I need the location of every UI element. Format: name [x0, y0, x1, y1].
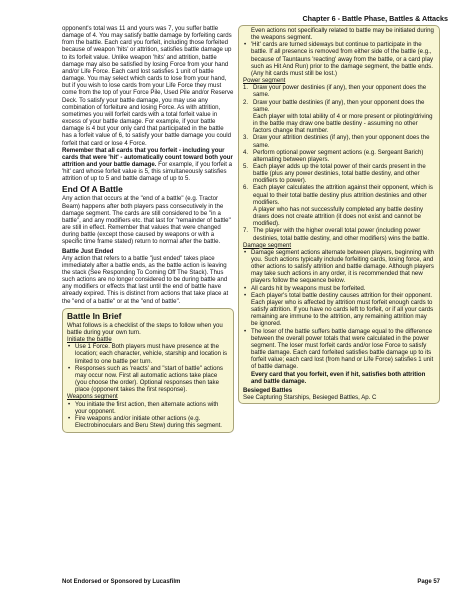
list-item: • You initiate the first action, then alternate actions with your opponent. — [67, 401, 229, 415]
chapter-header: Chapter 6 - Battle Phase, Battles & Attacks — [302, 14, 448, 23]
besieged-battles-heading: Besieged Battles — [243, 386, 293, 394]
end-of-battle-heading: End Of A Battle — [62, 184, 123, 195]
list-item: 5. Each player adds up the total power of their cards present in the battle (plus any power destinies, total battle destiny, and other modifiers to power). — [243, 162, 426, 185]
battle-just-ended-heading: Battle Just Ended — [62, 247, 114, 255]
power-segment-subheading: Power segment — [243, 77, 286, 85]
list-item: • The loser of the battle suffers battle damage equal to the difference between the overall power totals that were calculated in the power segment. The loser must forfeit cards and/or lose Force to satisfy battle damage. Each card forfeited satisfies battle damage up to its forfeit value; each card lost (from hand or Life Force) satisfies 1 unit of battle damage. — [243, 328, 435, 371]
forfeit-rule-bold: Remember that all cards that you forfeit - including your cards that were 'hit' - automatically count toward both your attrition and your battle damage. — [62, 146, 233, 168]
page-number: Page 57 — [417, 579, 440, 585]
battle-in-brief-heading: Battle In Brief — [67, 310, 122, 321]
list-item-note: A player who has not successfully completed any battle destiny draws does not create attrition (it does not exist and cannot be modified). — [253, 205, 424, 228]
list-item: • Damage segment actions alternate between players, beginning with you. Such actions typically include forfeiting cards, losing force, and other actions to satisfy attrition and battle damage. Although players may take such actions in any order, it is recommended that new players follow the sequence below. — [243, 249, 435, 285]
list-item: • All cards hit by weapons must be forfeited. — [243, 285, 435, 292]
end-of-battle-paragraph: Any action that occurs at the "end of a battle" (e.g. Tractor Beam) happens after both players pass consecutively in the damage segment. The cards are still considered to be "in a battle", and any modifiers etc. that last for "remainder of battle" are still in effect. Remember that values that were changed during battle (except those caused by weapons or with a specific time frame stated) return to normal after the battle. — [62, 195, 231, 246]
right-column — [238, 25, 440, 404]
list-item: • Use 1 Force. Both players must have presence at the location; each character, vehicle, starship and location is limited to one battle per turn. — [67, 343, 229, 364]
besieged-battles-text: See Capturing Starships, Besieged Battles, Ap. C — [243, 393, 377, 401]
weapons-segment-subheading: Weapons segment — [67, 393, 118, 401]
initiate-battle-subheading: Initiate the battle — [67, 336, 112, 344]
list-item: • Each player's total battle destiny causes attrition for their opponent. Each player who is affected by attrition must forfeit enough cards to satisfy attrition. If you have no cards left to forfeit, or if all your cards remaining are immune to the attrition, any remaining attrition may be ignored. — [243, 292, 435, 328]
list-item: 1. Draw your power destinies (if any), then your opponent does the same. — [243, 84, 427, 99]
forfeit-rule-paragraph — [62, 147, 234, 183]
battle-in-brief-box — [62, 308, 234, 433]
damage-segment-subheading: Damage segment — [243, 241, 292, 249]
list-item: 6. Each player calculates the attrition against their opponent, which is equal to their total battle destiny plus attrition destinies and other modifiers. — [243, 184, 433, 206]
left-column — [62, 25, 234, 433]
continued-text: Even actions not specifically related to battle may be initiated during the weapons segment. — [251, 27, 434, 42]
list-item: • Responses such as 'reacts' and "start of battle" actions may occur now. First all automatic actions take place (you choose the order). Optional responses then take place (opponent takes the first response). — [67, 365, 229, 394]
forfeit-rule-example: For example, if you forfeit a 'hit' card whose forfeit value is 5, this simultaneously satisfies attrition of up to 5 and battle damage of up to 5. — [62, 160, 232, 183]
battle-in-brief-box-continued — [238, 25, 440, 404]
list-item: • Fire weapons and/or initiate other actions (e.g. Electrobinoculars and Beru Stew) during this segment. — [67, 415, 229, 429]
battle-damage-paragraph: opponent's total was 11 and yours was 7, you suffer battle damage of 4. You may satisfy battle damage by forfeiting cards from the battle. Each card you forfeit, including those forfeited because of weapon 'hits' or attrition, satisfies battle damage up to its forfeit value. Unlike weapon 'hits' and attrition, battle damage may also be satisfied by losing Force from your hand and/or Life Force. Each card lost satisfies 1 unit of battle damage. You may select which cards to lose from your hand, but if you wish to lose cards from your Life Force they must come from the top of your Force Pile, Used Pile and/or Reserve Deck. To satisfy your battle damage, you may use any combination of forfeiture and losing Force. As with attrition, sometimes you will forfeit cards with a total forfeit value in excess of your battle damage. For example, if your battle damage is 4 but your only card that participated in the battle has a forfeit value of 6, to satisfy your battle damage you could forfeit that card or lose 4 Force. — [62, 25, 234, 147]
damage-rule-bold: Every card that you forfeit, even if hit, satisfies both attrition and battle damage. — [251, 370, 426, 385]
list-item: • 'Hit' cards are turned sideways but continue to participate in the battle. If all presence is removed from either side of the battle (e.g., because of Tauntauns 'reacting' away from the battle, or a card play such as Hit And Run) prior to the damage segment, the battle ends. (Any hit cards must still be lost.) — [243, 41, 435, 77]
list-item: 3. Draw your attrition destinies (if any), then your opponent does the same. — [243, 134, 430, 149]
footer-disclaimer: Not Endorsed or Sponsored by Lucasfilm — [62, 579, 181, 585]
battle-just-ended-paragraph: Any action that refers to a battle "just ended" takes place immediately after a battle ends, as the battle action is leaving the stack (See Responding To Coming Off The Stack). Thus such actions are no longer considered to be during battle and any modifiers or effects that last until the end of battle have already expired. This is distinct from actions that take place at the "end of a battle" or at the "end of battle". — [62, 254, 229, 305]
list-item: 2. Draw your battle destinies (if any), then your opponent does the same. — [243, 98, 425, 113]
battle-in-brief-intro: What follows is a checklist of the steps to follow when you battle during your own turn. — [67, 321, 223, 336]
list-item: 4. Perform optional power segment actions (e.g. Sergeant Barich) alternating between players. — [243, 148, 424, 163]
list-item-note: Each player with total ability of 4 or more present or piloting/driving in the battle may draw one battle destiny - assuming no other factors change that number. — [253, 112, 433, 135]
list-item: 7. The player with the higher overall total power (including power destinies, total battle destiny, and other modifiers) wins the battle. — [243, 227, 430, 242]
